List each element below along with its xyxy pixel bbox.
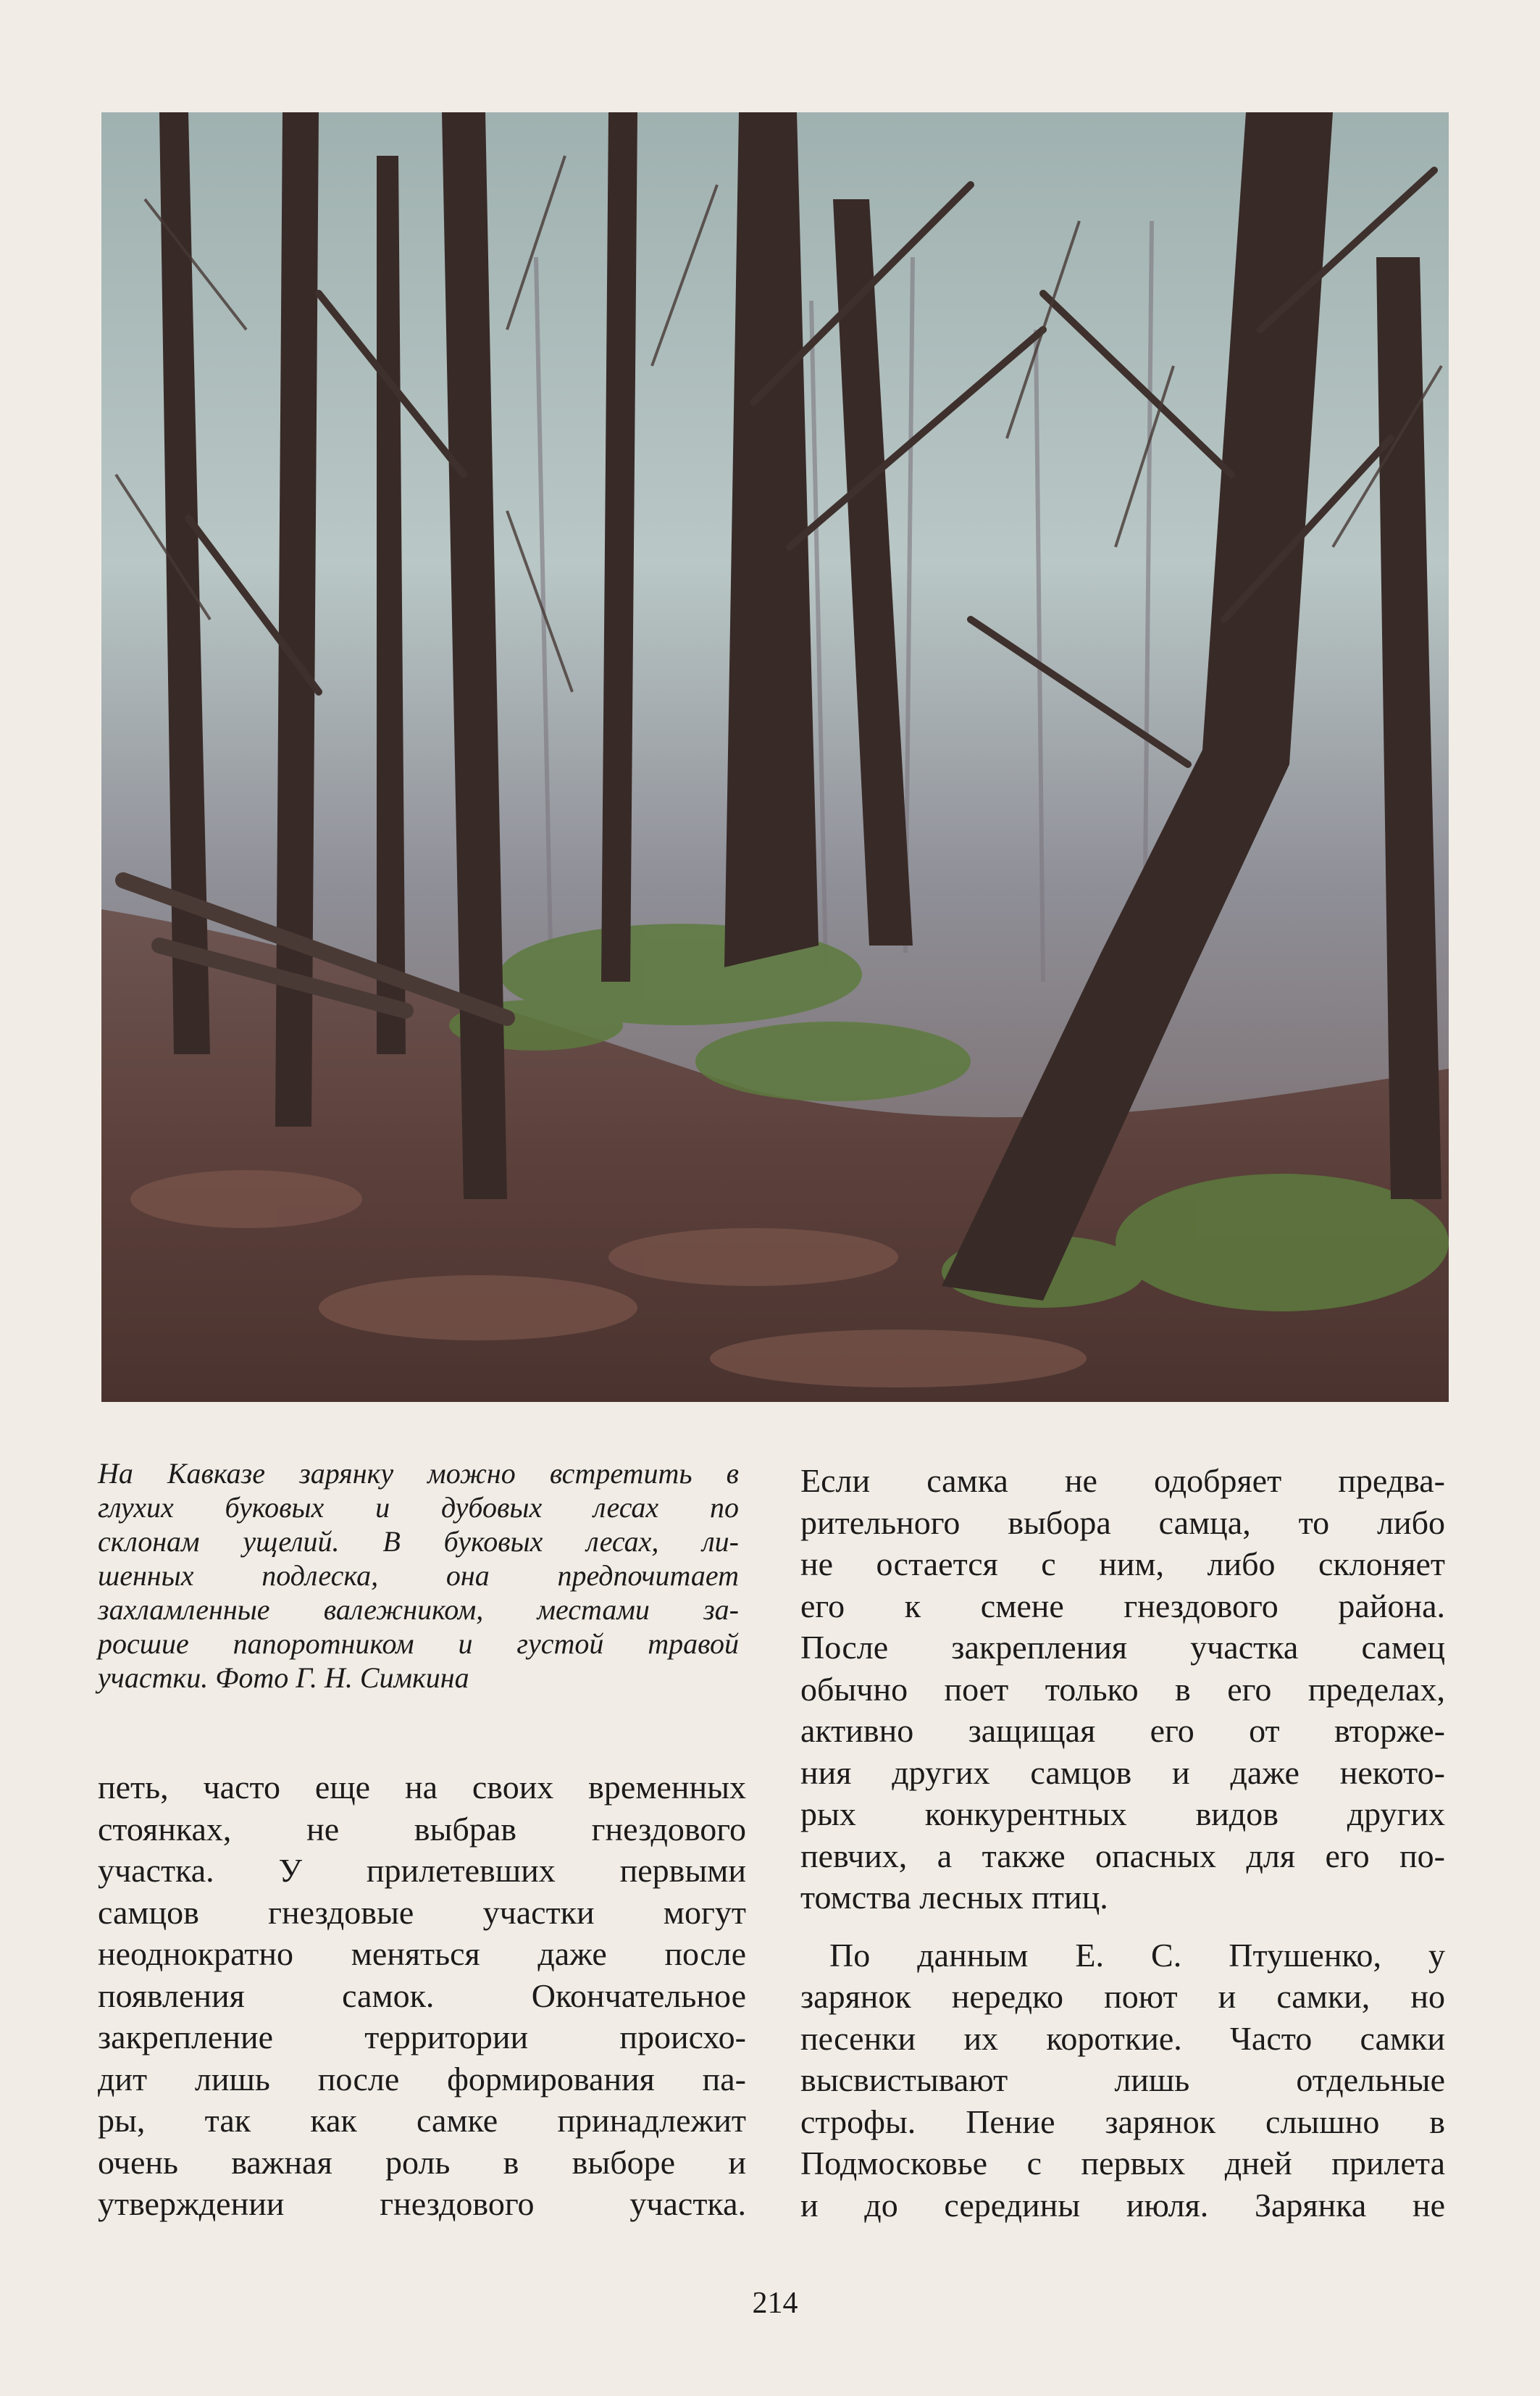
text-line: томства лесных птиц. [800,1879,1108,1916]
text-line: После закрепления участка самец [800,1629,1445,1666]
page-number: 214 [752,2287,798,2320]
caption-line: склонам ущелий. В буковых лесах, ли- [98,1525,739,1558]
caption-line: росшие папоротником и густой травой [98,1627,739,1660]
text-line: песенки их короткие. Часто самки [800,2019,1445,2057]
caption-line: На Кавказе зарянку можно встретить в [98,1457,739,1490]
left-column-text [98,1766,746,2225]
text-line: самцов гнездовые участки могут [98,1893,746,1931]
text-line: активно защищая его от вторже- [800,1712,1445,1749]
text-line: и до середины июля. Зарянка не [800,2186,1445,2224]
right-column-text [800,1460,1445,2226]
caption-line: участки. Фото Г. Н. Симкина [98,1661,469,1694]
text-line: По данным Е. С. Птушенко, у [829,1936,1445,1974]
text-line: певчих, а также опасных для его по- [800,1837,1445,1874]
caption-line: глухих буковых и дубовых лесах по [98,1491,739,1524]
text-line: закрепление территории происхо- [98,2019,746,2055]
text-line: стоянках, не выбрав гнездового [98,1810,746,1848]
text-line: утверждении гнездового участка. [98,2185,746,2222]
text-line: ры, так как самке принадлежит [98,2102,746,2139]
text-line: обычно поет только в его пределах, [800,1670,1445,1708]
paragraph-spacer [800,1919,1445,1934]
text-line: ния других самцов и даже некото- [800,1753,1445,1791]
photo-caption [98,1456,739,1695]
forest-photo [101,112,1449,1402]
text-line: неоднократно меняться даже после [98,1935,746,1972]
paragraph [800,1934,1445,2226]
text-line: не остается с ним, либо склоняет [800,1545,1445,1582]
caption-line: захламленные валежником, местами за- [98,1593,739,1626]
text-line: участка. У прилетевших первыми [98,1852,746,1889]
text-line: его к смене гнездового района. [800,1587,1445,1624]
text-line: высвистывают лишь отдельные [800,2061,1445,2098]
paragraph [800,1460,1445,1919]
text-line: дит лишь после формирования па- [98,2060,746,2097]
text-line: очень важная роль в выборе и [98,2143,746,2181]
text-line: рых конкурентных видов других [800,1795,1445,1832]
caption-line: шенных подлеска, она предпочитает [98,1559,739,1592]
forest-photo-illustration [101,112,1449,1402]
text-line: петь, часто еще на своих временных [98,1769,746,1806]
text-line: Подмосковье с первых дней прилета [800,2145,1445,2182]
text-line: появления самок. Окончательное [98,1977,746,2014]
text-line: зарянок нередко поют и самки, но [800,1978,1445,2015]
text-line: рительного выбора самца, то либо [800,1503,1445,1541]
text-line: Если самка не одобряет предва- [800,1462,1445,1499]
text-line: строфы. Пение зарянок слышно в [800,2103,1445,2140]
